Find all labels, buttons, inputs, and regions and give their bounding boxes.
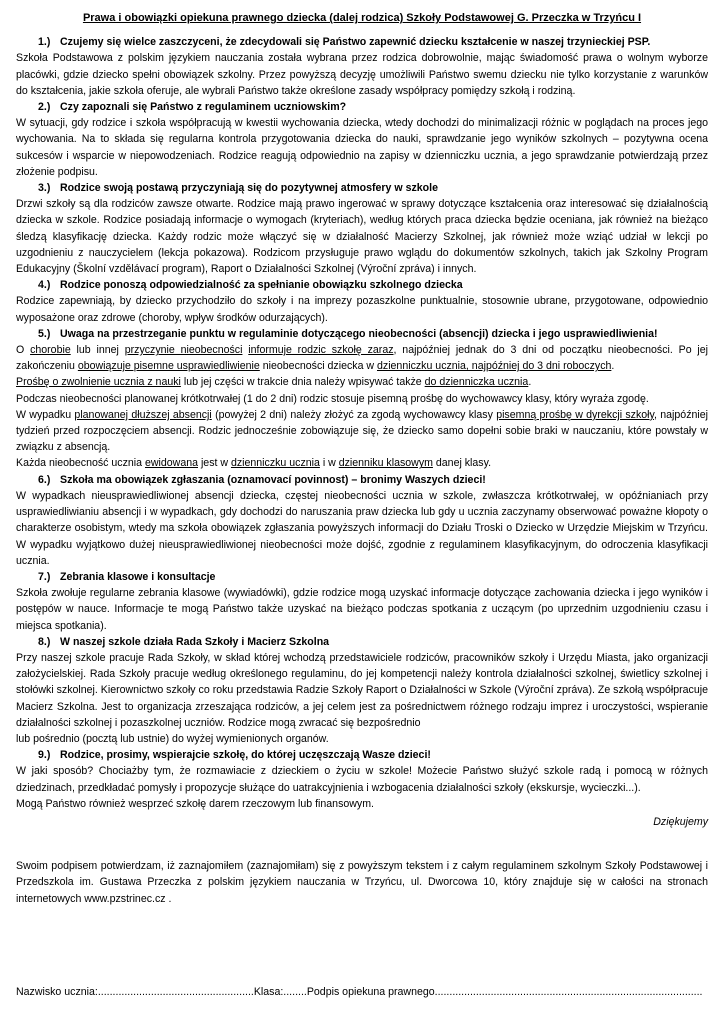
section-1-number: 1.): [38, 36, 51, 49]
section-5-heading: [16, 326, 708, 342]
section-1-heading: [16, 34, 708, 50]
section-5-title: Uwaga na przestrzeganie punktu w regulaminie dotyczącego nieobecności (absencji) dziecka i jego usprawiedliwienia!: [60, 327, 658, 340]
section-7-body: Szkoła zwołuje regularne zebrania klasowe (wywiadówki), gdzie rodzice mogą uzyskać informacje dotyczące zachowania dziecka i jego wyników i postępów w nauce. Informacje te mogą Państwo także uzyskać na bieżąco podczas spotkania z uczącym (po uprzednim uzgodnieniu czasu i miejsca spotkania).: [16, 587, 708, 632]
class-label: Klasa:: [253, 986, 284, 998]
section-2-number: 2.): [38, 101, 51, 114]
section-2-heading: [16, 99, 708, 115]
section-8-body: Przy naszej szkole pracuje Rada Szkoły, w skład której wchodzą przedstawiciele rodziców, pracowników szkoły i Urzędu Miasta, jako organizacji założycielskiej. Rada Szkoły pracuje według określonego regulaminu, do jej kompetencji należy kontrola działalności szkolnej, świetlicy szkolnej i stołówki szkolnej. Kierownictwo szkoły co roku przedstawia Radzie Szkoły Raport o Działalności w Szkole (Výroční zpráva). Ze szkołą współpracuje Macierz Szkolna. Jest to organizacja zrzeszająca rodziców, a jej celem jest za pośrednictwem różnego rodzaju imprez i uroczystości, wspieranie działalności szkolnej i pozaszkolnej uczniów. Rodzice mogą zwracać się bezpośrednio: [16, 651, 708, 729]
signoff-thanks: Dziękujemy: [653, 815, 708, 828]
class-field[interactable]: ........: [283, 986, 307, 998]
student-name-label: Nazwisko ucznia:: [16, 986, 98, 998]
section-4-heading: [16, 277, 708, 293]
section-1-body: Szkoła Podstawowa z polskim językiem nauczania została wybrana przez rodzica dobrowolnie, mając świadomość prawa o wolnym wyborze placówki, gdzie dziecko spełni obowiązek szkolny. Przez powyższą decyzję umożliwili Państwo swemu dziecku nie tylko korzystanie z warunków do kształcenia, jakie szkoła oferuje, ale wybrali Państwo także określone zasady współpracy pomiędzy szkołą i rodziną.: [16, 52, 708, 97]
section-7-heading: [16, 569, 708, 585]
section-4-body: Rodzice zapewniają, by dziecko przychodziło do szkoły i na imprezy pozaszkolne punktualnie, stosownie ubrane, przygotowane, odpowiednio wyposażone oraz zdrowe (choroby, wpływ środków odurzających).: [16, 295, 708, 324]
section-2-title: Czy zapoznali się Państwo z regulaminem uczniowskim?: [60, 101, 347, 114]
section-8-heading: [16, 634, 708, 650]
section-6-heading: [16, 472, 708, 488]
guardian-signature-field[interactable]: ...........................................................................................: [434, 986, 703, 998]
section-5-paragraph-1: O chorobie lub innej przyczynie nieobecności informuje rodzic szkołę zaraz, najpóźniej jednak do 3 dni od początku nieobecności. Po jej zakończeniu obowiązuje pisemne usprawiedliwienie nieobecności dziecka w dzienniczku ucznia, najpóźniej do 3 dni roboczych.: [16, 344, 709, 373]
section-9-body: W jaki sposób? Chociażby tym, że rozmawiacie z dzieckiem o życiu w szkole! Możecie Państwo służyć szkole radą i pomocą w różnych dziedzinach, przedkładać pomysły i propozycje służące do uatrakcyjnienia i wzbogacenia działalności szkoły (ekskursje, wycieczki...).: [16, 765, 708, 794]
student-name-field[interactable]: .....................................................: [97, 986, 254, 998]
section-5-number: 5.): [38, 327, 51, 340]
section-8-title: W naszej szkole działa Rada Szkoły i Macierz Szkolna: [60, 635, 330, 648]
section-8-number: 8.): [38, 635, 51, 648]
section-9-heading: [16, 747, 708, 763]
section-1-title: Czujemy się wielce zaszczyceni, że zdecydowali się Państwo zapewnić dziecku kształcenie w naszej trzynieckiej PSP.: [60, 36, 651, 49]
section-6-title: Szkoła ma obowiązek zgłaszania (oznamovací povinnost) – bronimy Waszych dzieci!: [60, 473, 486, 486]
section-5-paragraph-4: W wypadku planowanej dłuższej absencji (powyżej 2 dni) należy złożyć za zgodą wychowawcy klasy pisemną prośbę w dyrekcji szkoły, najpóźniej tydzień przed rozpoczęciem absencji. Rodzic jednocześnie zobowiązuje się, że dziecko samo dopełni sobie braki w nauczaniu, które powstały w związku z absencją.: [16, 408, 708, 454]
section-3-heading: [16, 180, 708, 196]
document-title: Prawa i obowiązki opiekuna prawnego dziecka (dalej rodzica) Szkoły Podstawowej G. Przeczka w Trzyńcu I: [82, 12, 642, 24]
consent-declaration: Swoim podpisem potwierdzam, iż zaznajomiłem (zaznajomiłam) się z powyższym tekstem i z całym regulaminem szkolnym Szkoły Podstawowej i Przedszkola im. Gustawa Przeczka z polskim językiem nauczania w Trzyńcu, ul. Dworcowa 10, który znajduje się w całości na stronach internetowych www.pzstrinec.cz .: [16, 860, 708, 905]
section-4-title: Rodzice ponoszą odpowiedzialność za spełnianie obowiązku szkolnego dziecka: [60, 279, 463, 292]
section-9-number: 9.): [38, 749, 51, 762]
signature-form-line: [16, 984, 708, 1000]
section-5-paragraph-3: Podczas nieobecności planowanej krótkotrwałej (1 do 2 dni) rodzic stosuje pisemną prośbę do wychowawcy klasy, który wyraża zgodę.: [16, 392, 649, 405]
section-5-paragraph-2: Prośbę o zwolnienie ucznia z nauki lub jej części w trakcie dnia należy wpisywać także do dzienniczka ucznia.: [16, 376, 532, 389]
section-3-number: 3.): [38, 182, 51, 195]
section-7-number: 7.): [38, 570, 51, 583]
section-4-number: 4.): [38, 279, 51, 292]
guardian-signature-label: Podpis opiekuna prawnego: [306, 986, 435, 998]
section-7-title: Zebrania klasowe i konsultacje: [60, 570, 216, 583]
section-6-number: 6.): [38, 473, 51, 486]
section-2-body: W sytuacji, gdy rodzice i szkoła współpracują w kwestii wychowania dziecka, wtedy dochodzi do minimalizacji różnic w poglądach na proces jego wychowania. Na to składa się regularna kontrola przygotowania dziecka do nauki, sprawdzanie jego wyników szkolnych – pozytywna ocena sukcesów i wsparcie w niepowodzeniach. Rodzice reagują odpowiednio na zapisy w dzienniczku ucznia, a jego sprawdzanie potwierdzają przez złożenie podpisu.: [16, 117, 708, 178]
section-3-body: Drzwi szkoły są dla rodziców zawsze otwarte. Rodzice mają prawo ingerować w sprawy dotyczące kształcenia oraz interesować się działalnością dziecka w szkole. Rodzice posiadają informacje o wymogach (kryteriach), według których praca dziecka będzie oceniana, jak również na bieżąco śledzą klasyfikację dziecka. Każdy rodzic może włączyć się w działalność Macierzy Szkolnej, jak również może wziąć udział w lekcji po uzgodnieniu z nauczycielem (lekcja pokazowa). Rodzicom przysługuje prawo wglądu do dokumentów szkolnych, takich jak Szkolny Program Edukacyjny (Školní vzdělávací program), Raport o Działalności Szkolnej (Výroční zpráva) i innych.: [16, 198, 708, 276]
section-3-title: Rodzice swoją postawą przyczyniają się do pozytywnej atmosfery w szkole: [60, 182, 438, 195]
section-6-body: W wypadkach nieusprawiedliwionej absencji dziecka, częstej nieobecności ucznia w szkole, zwłaszcza krótkotrwałej, w opóźnianiach przy usprawiedliwianiu absencji i w wypadkach, gdy dochodzi do naruszania praw dziecka lub gdy u ucznia zaczynamy obserwować poważne kłopoty o charakterze osobistym, wtedy ma szkoła obowiązek zgłaszania powyższych informacji do Działu Troski o Dziecko w Urzędzie Miejskim w Trzyńcu. W wypadku wyjątkowo dużej nieusprawiedliwionej nieobecności może dojść, zgodnie z regulaminem klasyfikacyjnym, do odroczenia klasyfikacji ucznia.: [16, 489, 708, 567]
section-8-body-end: lub pośrednio (pocztą lub ustnie) do wyżej wymienionych organów.: [16, 732, 329, 745]
section-9-body-end: Mogą Państwo również wesprzeć szkołę darem rzeczowym lub finansowym.: [16, 797, 374, 810]
section-9-title: Rodzice, prosimy, wspierajcie szkołę, do której uczęszczają Wasze dzieci!: [60, 749, 431, 762]
section-5-paragraph-5: Każda nieobecność ucznia ewidowana jest w dzienniczku ucznia i w dzienniku klasowym danej klasy.: [16, 457, 492, 470]
